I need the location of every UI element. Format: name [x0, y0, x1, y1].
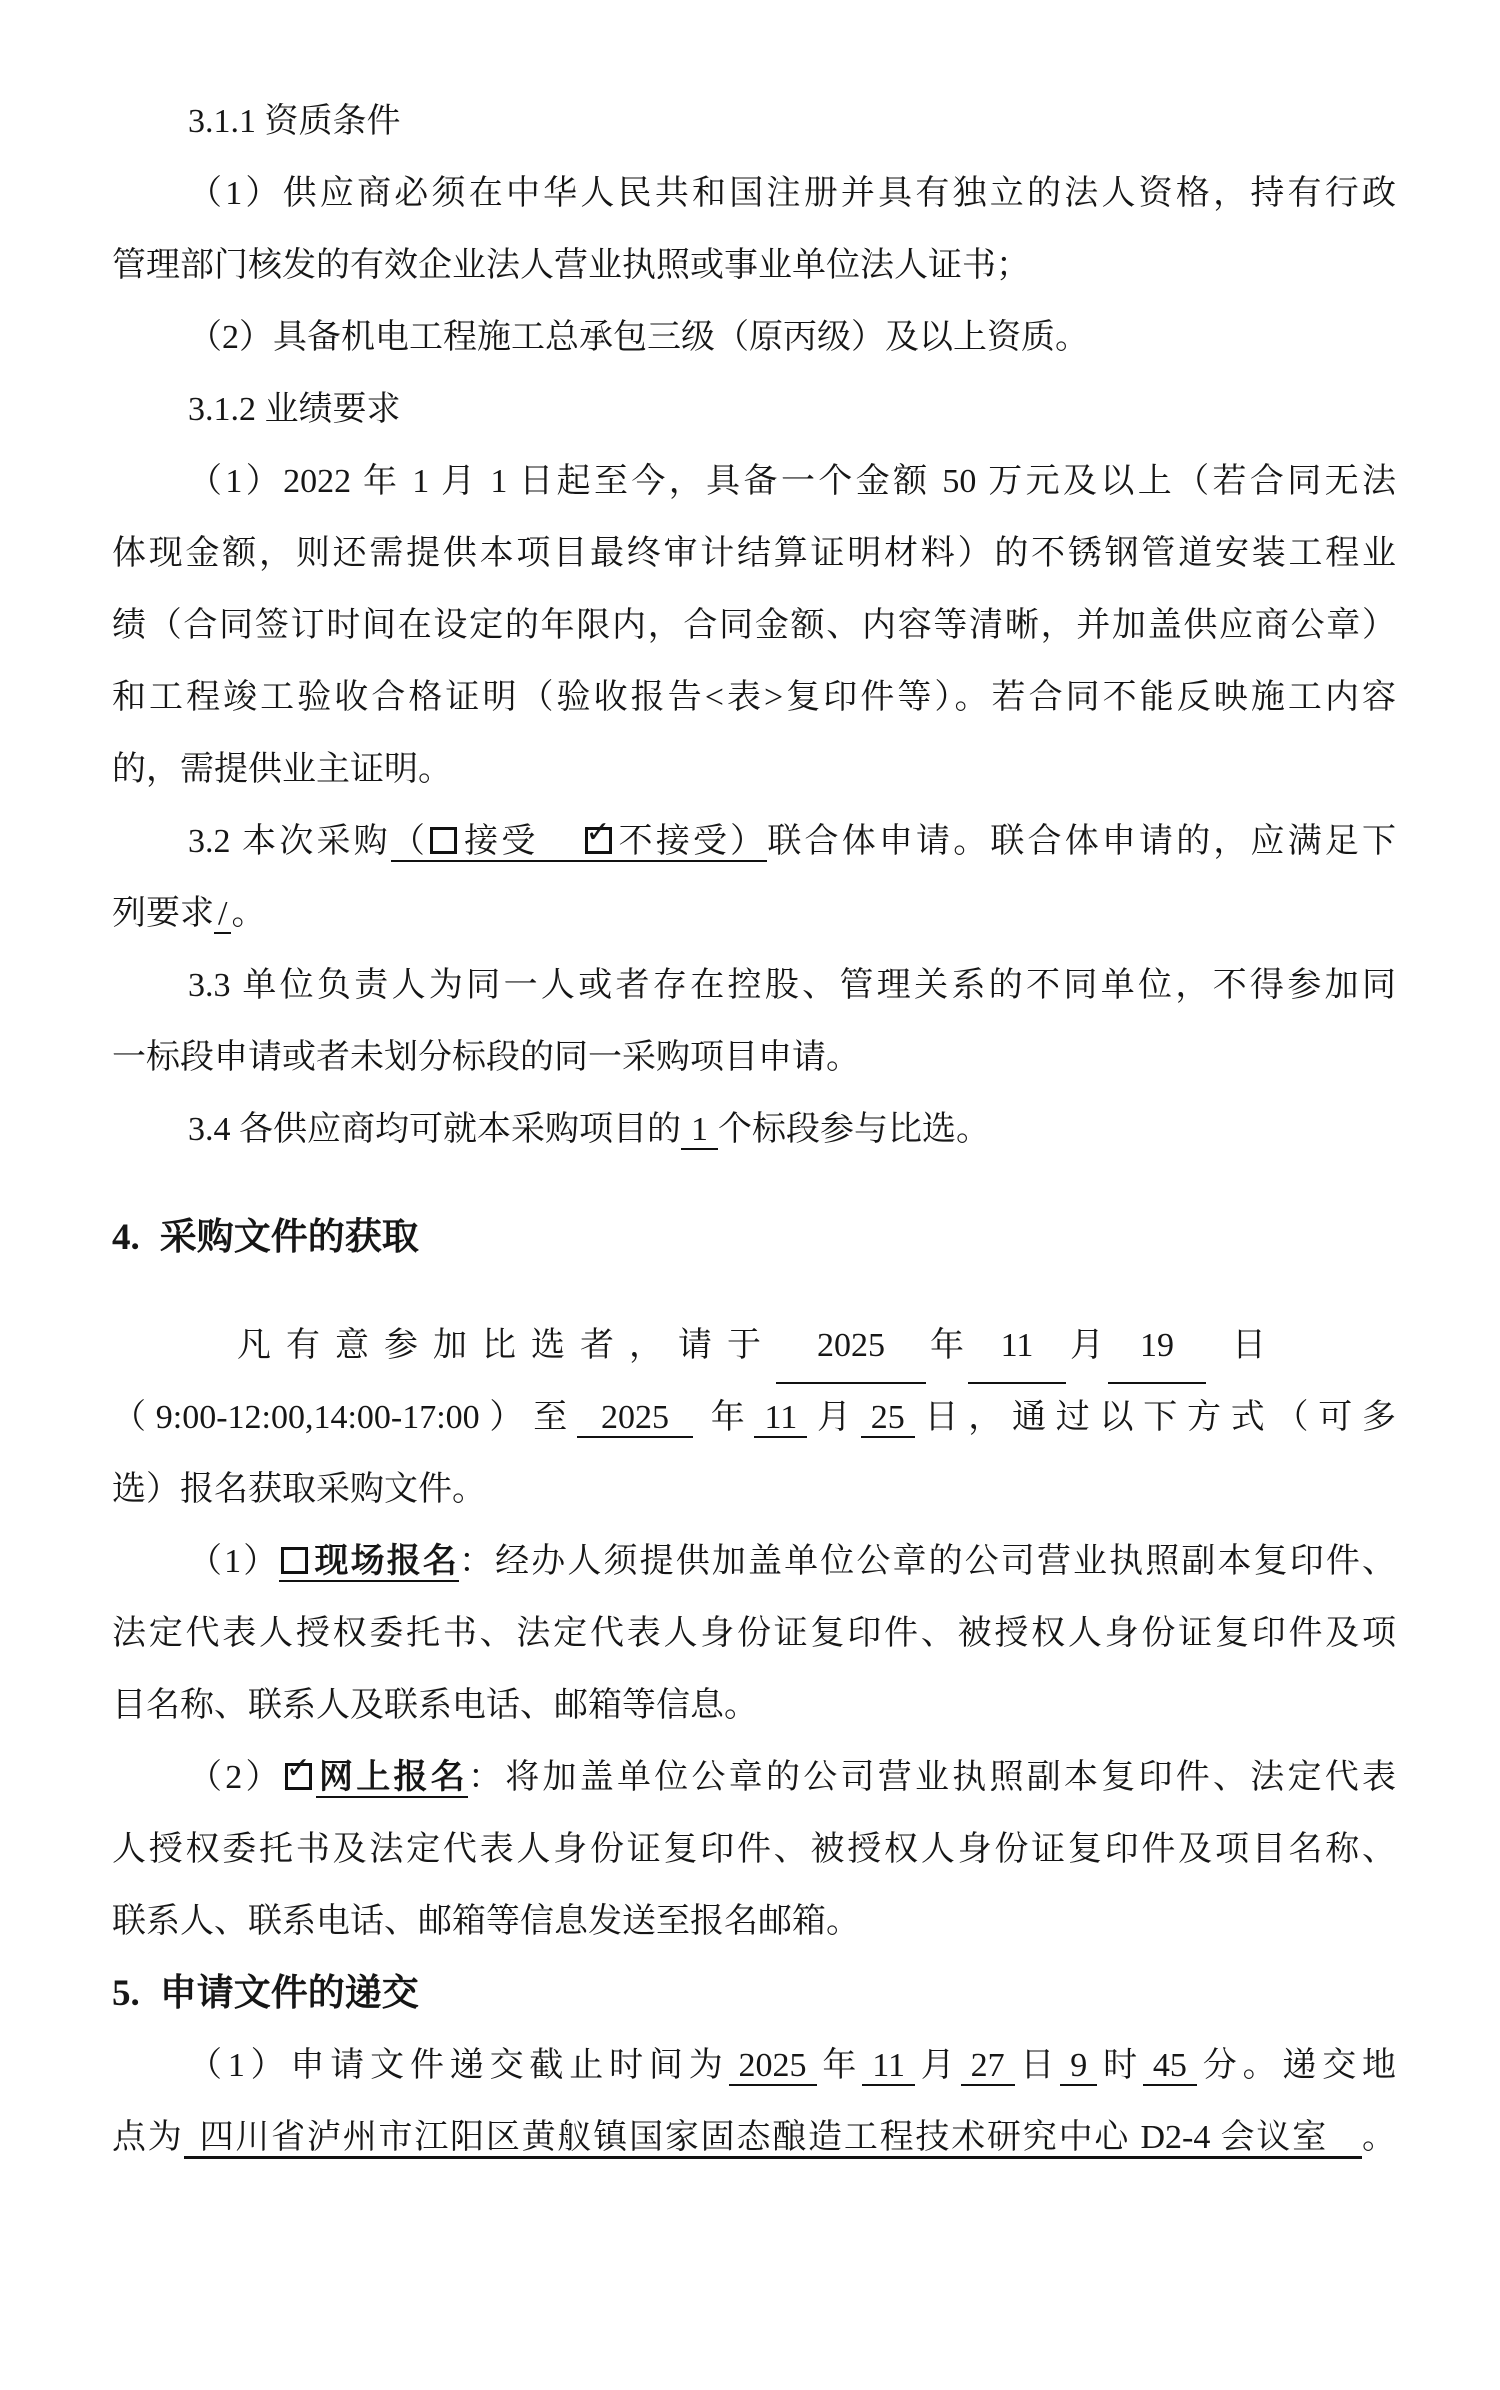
month-label: 月 [1070, 1327, 1104, 1364]
clause-3-4-text-after: 个标段参与比选。 [718, 1111, 990, 1148]
method-1-line3: 目名称、联系人及联系电话、邮箱等信息。 [112, 1687, 758, 1724]
clause-3-1-2-heading: 3.1.2 业绩要求 [188, 391, 401, 428]
method-2-text: 将加盖单位公章的公司营业执照副本复印件、法定代表 [505, 1759, 1396, 1796]
clause-3-3-line1: 3.3 单位负责人为同一人或者存在控股、管理关系的不同单位，不得参加同 [188, 967, 1396, 1004]
checkbox-unchecked-icon [281, 1547, 308, 1574]
check-mark-icon: ✓ [285, 1751, 311, 1786]
section-5-title: 申请文件的递交 [159, 1973, 419, 2014]
clause-3-1-2-item1-line2: 体现金额，则还需提供本项目最终审计结算证明材料）的不锈钢管道安装工程业 [112, 535, 1396, 572]
joint-bid-options [390, 815, 768, 862]
check-mark-icon: ✓ [585, 815, 611, 850]
deadline-year-label: 年 [816, 2047, 863, 2084]
office-hours-text: （9:00-12:00,14:00-17:00）至 [112, 1399, 577, 1436]
method-1-number: （1） [188, 1543, 280, 1580]
colon: ： [458, 1543, 496, 1580]
section-5-address-line [112, 2102, 1396, 2174]
method-1-line2: 法定代表人授权委托书、法定代表人身份证复印件、被授权人身份证复印件及项 [112, 1615, 1396, 1652]
checkbox-unchecked-icon [430, 827, 457, 854]
section-4-date-line [112, 1310, 1396, 1382]
deadline-hour-fill-in: 9 [1060, 2047, 1097, 2086]
section-5-deadline-line [112, 2030, 1396, 2102]
method-2-line1 [112, 1742, 1396, 1814]
method-2-line2: 人授权委托书及法定代表人身份证复印件、被授权人身份证复印件及项目名称、 [112, 1831, 1396, 1868]
clause-3-2-line2-text: 列要求 [112, 895, 214, 932]
section-4-title: 采购文件的获取 [159, 1217, 419, 1258]
method-1-text: 经办人须提供加盖单位公章的公司营业执照副本复印件、 [495, 1543, 1397, 1580]
end-month-fill-in: 11 [754, 1399, 807, 1438]
day-label: 日 [1232, 1327, 1266, 1364]
clause-3-1-1-heading: 3.1.1 资质条件 [188, 103, 401, 140]
deadline-year-fill-in: 2025 [729, 2047, 817, 2086]
clause-3-2-line1 [112, 806, 1396, 878]
deadline-month-label: 月 [914, 2047, 961, 2084]
clause-3-3-line2: 一标段申请或者未划分标段的同一采购项目申请。 [112, 1039, 860, 1076]
time-line-after: 日，通过以下方式（可多 [914, 1399, 1397, 1436]
deadline-day-label: 日 [1014, 2047, 1061, 2084]
deadline-line-after: 分。递交地 [1196, 2047, 1397, 2084]
deadline-minute-fill-in: 45 [1143, 2047, 1197, 2086]
requirement-fill-in: / [214, 895, 231, 934]
clause-3-4 [112, 1094, 1396, 1166]
colon: ： [468, 1759, 506, 1796]
accept-option-label: 接受 [461, 823, 539, 860]
checkbox-checked-icon [285, 1751, 312, 1790]
clause-3-4-text: 3.4 各供应商均可就本采购项目的 [188, 1111, 681, 1148]
method-2-number: （2） [188, 1759, 283, 1796]
checkbox-checked-icon [585, 815, 612, 854]
submission-address-fill-in: 四川省泸州市江阳区黄舣镇国家固态酿造工程技术研究中心 D2-4 会议室 [184, 2119, 1362, 2159]
method-1-line1 [112, 1526, 1396, 1598]
deadline-text: （1）申请文件递交截止时间为 [188, 2047, 729, 2084]
clause-3-1-2-item1-line1: （1）2022 年 1 月 1 日起至今，具备一个金额 50 万元及以上（若合同无法 [188, 463, 1396, 500]
clause-3-2-text: 3.2 本次采购 [188, 823, 391, 860]
clause-3-1-2-item1-line4: 和工程竣工验收合格证明（验收报告<表>复印件等）。若合同不能反映施工内容 [112, 679, 1396, 716]
open-paren: （ [390, 823, 429, 860]
deadline-hour-label: 时 [1097, 2047, 1143, 2084]
section-4-line3: 选）报名获取采购文件。 [112, 1471, 486, 1508]
section-5-number: 5. [112, 1973, 140, 2014]
clause-3-2-line2 [112, 878, 1396, 950]
address-period: 。 [1362, 2119, 1397, 2156]
end-year-fill-in: 2025 [577, 1399, 693, 1438]
method-2-line3: 联系人、联系电话、邮箱等信息发送至报名邮箱。 [112, 1903, 860, 1940]
day-fill-in: 19 [1108, 1310, 1206, 1384]
section-4-number: 4. [112, 1217, 140, 1258]
end-month-label: 月 [807, 1399, 861, 1436]
online-registration-label: 网上报名 [315, 1759, 468, 1796]
section-5-heading [112, 1958, 1396, 2030]
deadline-month-fill-in: 11 [862, 2047, 915, 2086]
address-lead-text: 点为 [112, 2119, 184, 2156]
lot-count-value: 1 [681, 1111, 718, 1150]
year-label: 年 [930, 1327, 964, 1364]
end-year-label: 年 [700, 1399, 755, 1436]
deadline-day-fill-in: 27 [961, 2047, 1015, 2086]
end-day-fill-in: 25 [861, 1399, 915, 1438]
period: 。 [231, 895, 266, 932]
clause-3-2-text-after: 联合体申请。联合体申请的，应满足下 [767, 823, 1397, 860]
month-fill-in: 11 [968, 1310, 1066, 1384]
section-4-time-line [112, 1382, 1396, 1454]
year-fill-in: 2025 [776, 1310, 926, 1384]
clause-3-1-1-item1-line2: 管理部门核发的有效企业法人营业执照或事业单位法人证书； [112, 247, 1030, 284]
date-line-lead-text: 凡有意参加比选者，请于 [237, 1327, 776, 1364]
section-4-heading [112, 1202, 1396, 1274]
clause-3-1-2-item1-line3: 绩（合同签订时间在设定的年限内，合同金额、内容等清晰，并加盖供应商公章） [112, 607, 1396, 644]
onsite-registration-label: 现场报名 [312, 1543, 459, 1580]
clause-3-1-2-item1-line5: 的，需提供业主证明。 [112, 751, 452, 788]
onsite-registration-option [279, 1543, 459, 1582]
clause-3-1-1-item2: （2）具备机电工程施工总承包三级（原丙级）及以上资质。 [188, 319, 1089, 356]
clause-3-1-1-item1-line1: （1）供应商必须在中华人民共和国注册并具有独立的法人资格，持有行政 [188, 175, 1396, 212]
reject-option-label: 不接受） [615, 823, 768, 860]
